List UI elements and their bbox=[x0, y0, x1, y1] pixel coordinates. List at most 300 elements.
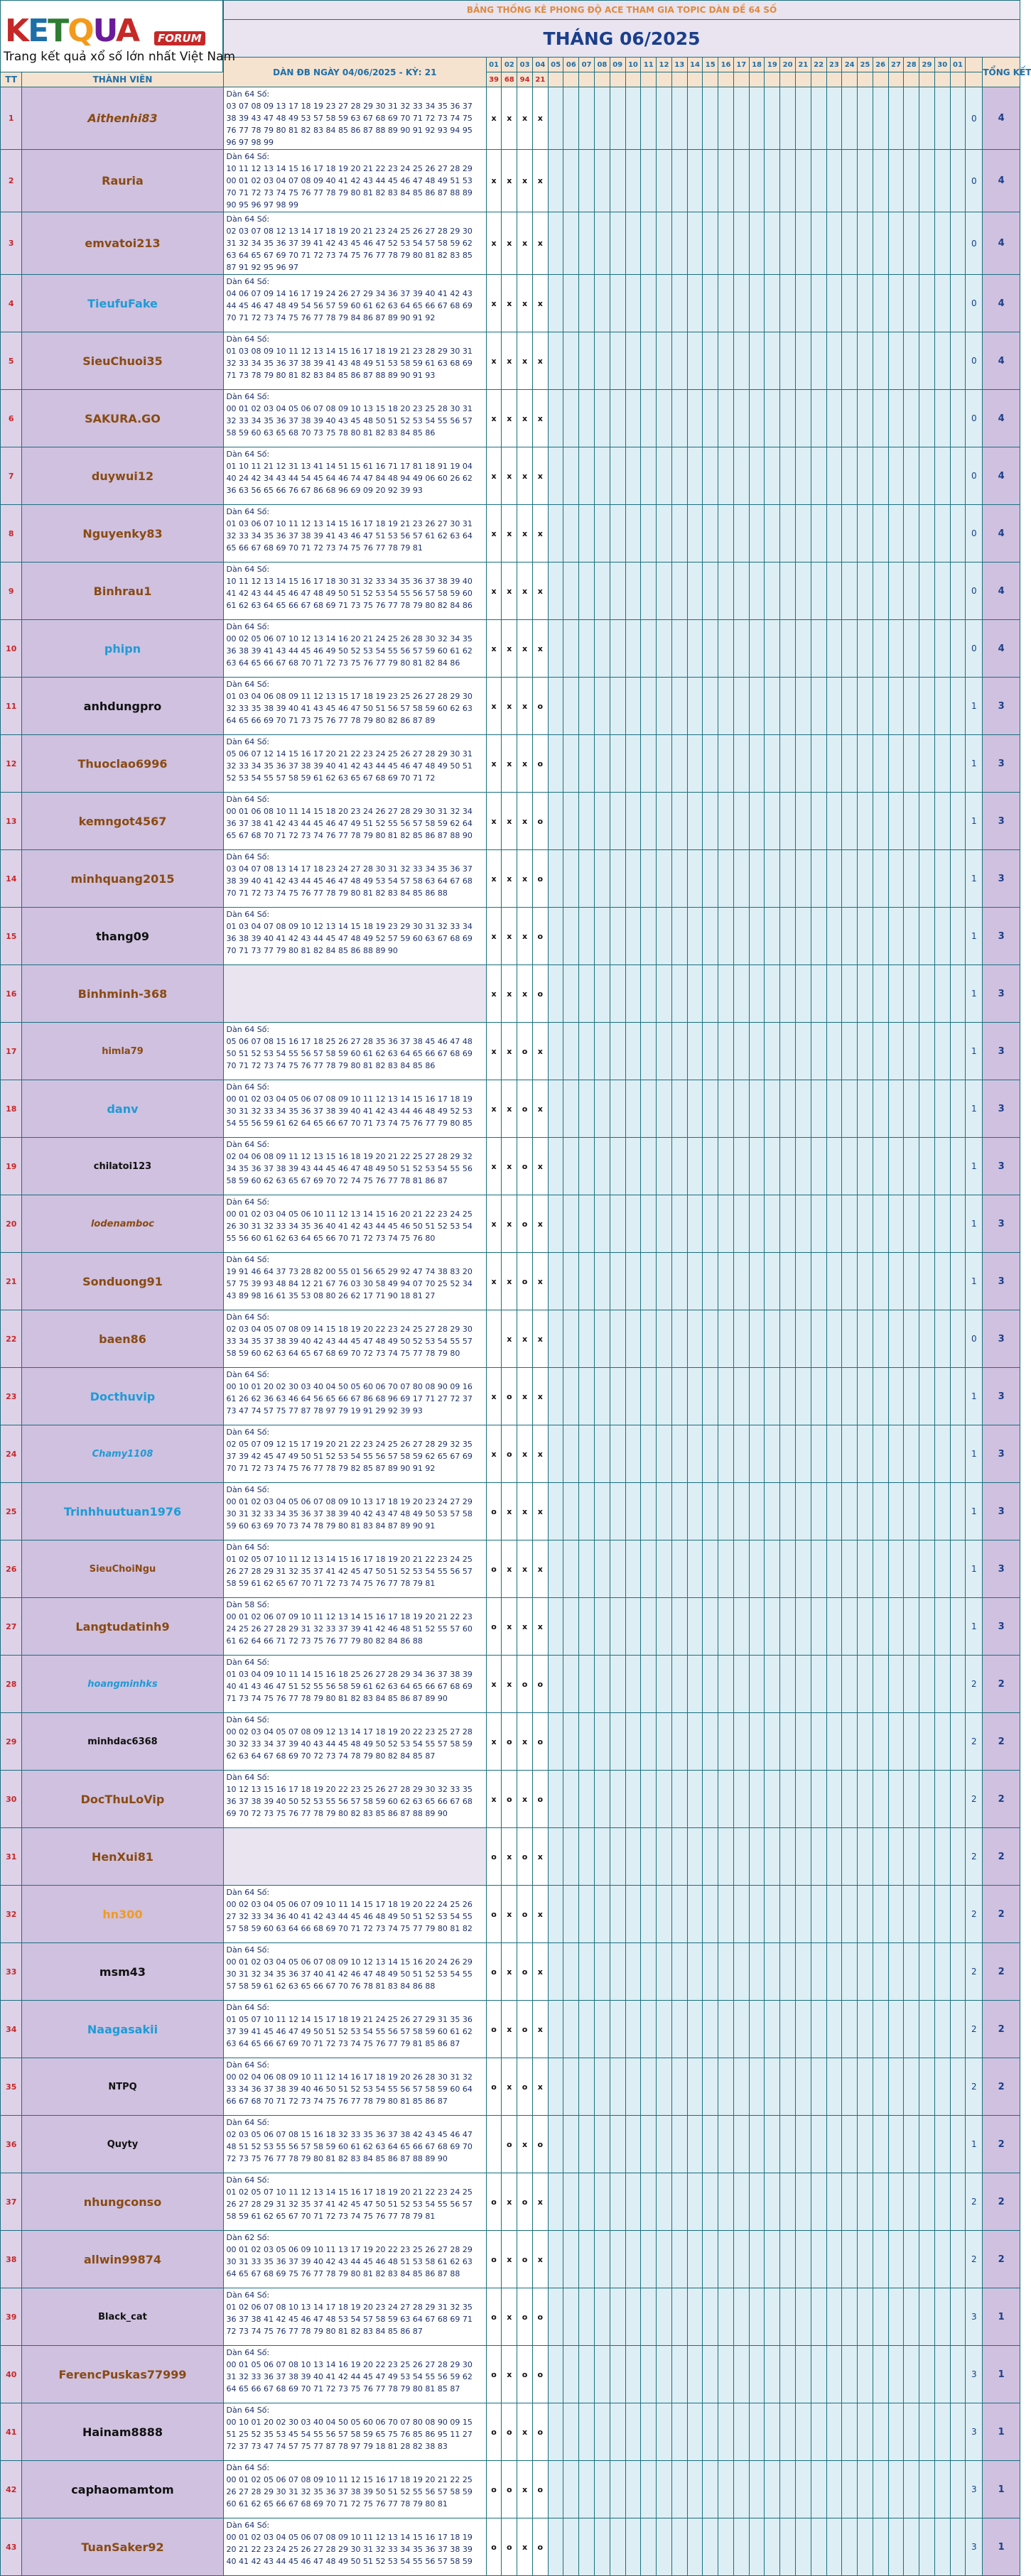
day-empty bbox=[780, 1943, 796, 2001]
day-result: 94 bbox=[517, 72, 533, 87]
number-set bbox=[223, 150, 486, 212]
number-set-label: Dàn 64 Số: bbox=[226, 277, 270, 286]
member-row bbox=[1, 735, 1020, 793]
day-empty bbox=[795, 2001, 811, 2058]
day-mark: o bbox=[532, 1713, 548, 1771]
day-empty bbox=[765, 1713, 780, 1771]
row-number: 36 bbox=[1, 2116, 22, 2173]
day-empty bbox=[657, 850, 672, 908]
number-set-values: 01 05 07 10 11 12 14 15 17 18 19 21 24 25 26 27 29 31 35 36 37 39 41 45 46 47 49 50 51 52 53 54 55 56 57 58 59 60 61 62 63 64 65 66 67 69 70 71 72 73 74 75 76 77 79 81 85 86 87 bbox=[226, 2015, 473, 2048]
day-empty bbox=[873, 793, 888, 850]
number-set-values: 00 01 02 06 07 09 10 11 12 13 14 15 16 17 18 19 20 21 22 23 24 25 26 27 28 29 31 32 33 37 39 41 42 46 48 51 52 55 57 60 61 62 64 66 71 72 73 75 76 77 79 80 82 84 86 88 bbox=[226, 1612, 473, 1646]
member-row bbox=[1, 390, 1020, 447]
number-set-label: Dàn 64 Số: bbox=[226, 680, 270, 689]
day-empty bbox=[657, 505, 672, 563]
number-set-values: 10 12 13 15 16 17 18 19 20 22 23 25 26 27 28 29 30 32 33 35 36 37 38 39 40 50 52 53 55 56 57 58 59 60 62 63 65 66 67 68 69 70 72 73 75 76 77 78 79 80 82 83 85 86 87 88 89 90 bbox=[226, 1785, 473, 1818]
number-set bbox=[223, 1425, 486, 1483]
member-name[interactable]: allwin99874 bbox=[22, 2231, 223, 2288]
day-empty bbox=[610, 447, 625, 505]
number-set-label: Dàn 64 Số: bbox=[226, 214, 270, 224]
member-name[interactable]: SieuChoiNgu bbox=[22, 1540, 223, 1598]
total-score: 1 bbox=[983, 2346, 1020, 2403]
day-empty bbox=[780, 2001, 796, 2058]
day-empty bbox=[595, 2288, 610, 2346]
day-empty bbox=[548, 620, 563, 678]
member-name[interactable]: Thuoclao6996 bbox=[22, 735, 223, 793]
number-set-values: 00 10 01 20 02 30 03 40 04 50 05 60 06 70 07 80 08 90 09 16 61 26 62 36 63 46 64 56 65 66 67 86 68 96 69 17 71 27 72 37 73 47 74 57 75 77 87 78 97 79 19 91 29 92 39 93 bbox=[226, 1382, 473, 1415]
number-set bbox=[223, 1943, 486, 2001]
day-empty bbox=[641, 1310, 657, 1368]
day-empty bbox=[950, 1425, 966, 1483]
day-empty bbox=[657, 1886, 672, 1943]
day-empty bbox=[873, 1886, 888, 1943]
day-empty bbox=[733, 1310, 749, 1368]
day-empty bbox=[795, 2116, 811, 2173]
day-empty bbox=[749, 1425, 765, 1483]
member-name[interactable]: Trinhhuutuan1976 bbox=[22, 1483, 223, 1540]
day-empty bbox=[703, 1771, 718, 1828]
member-name[interactable]: nhungconso bbox=[22, 2173, 223, 2231]
day-empty bbox=[657, 1771, 672, 1828]
day-empty bbox=[904, 1425, 919, 1483]
number-set bbox=[223, 735, 486, 793]
member-name[interactable]: chilatoi123 bbox=[22, 1138, 223, 1195]
number-set-label: Dàn 64 Số: bbox=[226, 2118, 270, 2127]
day-mark: x bbox=[517, 1368, 533, 1425]
hit-count: 3 bbox=[966, 2403, 983, 2461]
day-empty bbox=[919, 2116, 935, 2173]
day-empty bbox=[579, 2058, 595, 2116]
day-empty bbox=[858, 2231, 873, 2288]
member-name[interactable]: Nguyenky83 bbox=[22, 505, 223, 563]
hit-count: 1 bbox=[966, 1195, 983, 1253]
day-mark: x bbox=[517, 150, 533, 212]
day-empty bbox=[749, 2001, 765, 2058]
day-empty bbox=[671, 2001, 687, 2058]
member-row bbox=[1, 1886, 1020, 1943]
day-empty bbox=[563, 1138, 579, 1195]
day-mark: x bbox=[517, 332, 533, 390]
number-set-label: Dàn 64 Số: bbox=[226, 1025, 270, 1034]
day-empty bbox=[718, 1943, 734, 2001]
day-empty bbox=[718, 1598, 734, 1656]
member-name[interactable]: Binhrau1 bbox=[22, 563, 223, 620]
day-mark: x bbox=[486, 1138, 502, 1195]
day-empty bbox=[795, 620, 811, 678]
day-empty bbox=[873, 2518, 888, 2576]
number-set-values: 00 02 04 06 08 09 10 11 12 14 16 17 18 19 20 26 28 30 31 32 33 34 36 37 38 39 40 46 50 51 52 53 54 55 56 57 58 59 60 64 66 67 68 70 71 72 73 74 75 76 77 78 79 80 81 85 86 87 bbox=[226, 2072, 473, 2106]
number-set-values: 00 01 06 08 10 11 14 15 18 20 23 24 26 27 28 29 30 31 32 34 36 37 38 41 42 43 44 45 46 47 49 51 52 55 56 57 58 59 62 64 65 67 68 70 71 72 73 74 76 77 78 79 80 81 82 85 86 87 88 90 bbox=[226, 807, 473, 840]
day-empty bbox=[657, 1540, 672, 1598]
row-number: 27 bbox=[1, 1598, 22, 1656]
day-empty bbox=[749, 150, 765, 212]
day-empty bbox=[950, 1483, 966, 1540]
member-name[interactable]: Naagasakii bbox=[22, 2001, 223, 2058]
day-empty bbox=[826, 1368, 842, 1425]
day-empty bbox=[687, 1138, 703, 1195]
day-empty bbox=[950, 447, 966, 505]
member-name[interactable]: NTPQ bbox=[22, 2058, 223, 2116]
day-mark: o bbox=[517, 1943, 533, 2001]
day-empty bbox=[671, 1771, 687, 1828]
member-name[interactable]: Rauria bbox=[22, 150, 223, 212]
day-mark: x bbox=[486, 793, 502, 850]
day-empty bbox=[950, 2231, 966, 2288]
day-empty bbox=[842, 1023, 858, 1080]
day-mark: x bbox=[486, 87, 502, 150]
day-empty bbox=[563, 793, 579, 850]
day-empty bbox=[733, 1598, 749, 1656]
day-empty bbox=[934, 1828, 950, 1886]
day-mark: x bbox=[532, 1828, 548, 1886]
day-empty bbox=[687, 2173, 703, 2231]
day-empty bbox=[919, 2346, 935, 2403]
day-empty bbox=[919, 1886, 935, 1943]
day-empty bbox=[687, 275, 703, 332]
member-name[interactable]: hn300 bbox=[22, 1886, 223, 1943]
day-empty bbox=[842, 1713, 858, 1771]
row-number: 43 bbox=[1, 2518, 22, 2576]
day-empty bbox=[950, 1368, 966, 1425]
hit-count: 0 bbox=[966, 150, 983, 212]
member-name[interactable]: thang09 bbox=[22, 908, 223, 965]
day-empty bbox=[595, 563, 610, 620]
day-empty bbox=[657, 793, 672, 850]
day-empty bbox=[563, 908, 579, 965]
day-empty bbox=[811, 2518, 826, 2576]
day-header: 11 bbox=[641, 58, 657, 72]
day-empty bbox=[657, 1483, 672, 1540]
day-header: 26 bbox=[873, 58, 888, 72]
day-result bbox=[780, 72, 796, 87]
day-empty bbox=[811, 150, 826, 212]
day-result bbox=[950, 72, 966, 87]
day-mark: x bbox=[486, 1656, 502, 1713]
day-empty bbox=[873, 2288, 888, 2346]
day-mark: o bbox=[502, 2461, 517, 2518]
day-empty bbox=[749, 1943, 765, 2001]
day-empty bbox=[858, 2403, 873, 2461]
day-empty bbox=[579, 965, 595, 1023]
day-empty bbox=[703, 735, 718, 793]
day-empty bbox=[934, 1310, 950, 1368]
number-set-label: Dàn 64 Số: bbox=[226, 1255, 270, 1264]
row-number: 31 bbox=[1, 1828, 22, 1886]
day-empty bbox=[858, 1828, 873, 1886]
day-empty bbox=[595, 620, 610, 678]
logo-cell bbox=[1, 1, 236, 72]
day-mark: x bbox=[532, 2058, 548, 2116]
day-empty bbox=[579, 678, 595, 735]
member-name[interactable]: msm43 bbox=[22, 1943, 223, 2001]
day-result bbox=[904, 72, 919, 87]
day-empty bbox=[641, 332, 657, 390]
day-empty bbox=[904, 1771, 919, 1828]
day-empty bbox=[579, 1886, 595, 1943]
day-empty bbox=[858, 390, 873, 447]
number-set-label: Dàn 58 Số: bbox=[226, 1600, 270, 1609]
day-empty bbox=[795, 87, 811, 150]
day-empty bbox=[641, 505, 657, 563]
day-empty bbox=[703, 1425, 718, 1483]
count-result bbox=[966, 72, 983, 87]
day-mark: x bbox=[502, 850, 517, 908]
day-empty bbox=[811, 1656, 826, 1713]
member-name[interactable]: TieufuFake bbox=[22, 275, 223, 332]
member-name[interactable]: duywui12 bbox=[22, 447, 223, 505]
day-empty bbox=[610, 1713, 625, 1771]
day-empty bbox=[657, 2231, 672, 2288]
member-name[interactable]: HenXui81 bbox=[22, 1828, 223, 1886]
row-number: 15 bbox=[1, 908, 22, 965]
day-mark: x bbox=[502, 1598, 517, 1656]
day-empty bbox=[548, 1598, 563, 1656]
day-empty bbox=[610, 150, 625, 212]
day-empty bbox=[548, 908, 563, 965]
number-set-values: 01 03 06 07 10 11 12 13 14 15 16 17 18 19 21 23 26 27 30 31 32 33 34 35 36 37 38 39 41 43 46 47 51 53 56 57 61 62 63 64 65 66 67 68 69 70 71 72 73 74 75 76 77 78 79 81 bbox=[226, 519, 473, 553]
day-empty bbox=[548, 735, 563, 793]
number-set-label: Dàn 64 Số: bbox=[226, 2521, 270, 2530]
number-set bbox=[223, 505, 486, 563]
member-name[interactable]: Sonduong91 bbox=[22, 1253, 223, 1310]
day-empty bbox=[950, 1195, 966, 1253]
day-empty bbox=[703, 150, 718, 212]
number-set-label: Dàn 64 Số: bbox=[226, 565, 270, 574]
day-mark: x bbox=[502, 1886, 517, 1943]
number-set-values: 00 02 03 04 05 06 07 09 10 11 14 15 17 18 19 20 22 24 25 26 27 32 33 34 36 40 41 42 43 44 45 46 48 49 50 51 52 53 54 55 57 58 59 60 63 64 66 68 69 70 71 72 73 74 75 77 79 80 81 82 bbox=[226, 1900, 473, 1933]
day-empty bbox=[780, 505, 796, 563]
day-empty bbox=[641, 620, 657, 678]
day-empty bbox=[733, 2461, 749, 2518]
day-empty bbox=[610, 620, 625, 678]
day-empty bbox=[671, 87, 687, 150]
day-empty bbox=[671, 2403, 687, 2461]
day-empty bbox=[733, 1253, 749, 1310]
day-empty bbox=[749, 2346, 765, 2403]
member-name[interactable]: lodenamboc bbox=[22, 1195, 223, 1253]
day-empty bbox=[671, 1656, 687, 1713]
day-empty bbox=[811, 1253, 826, 1310]
day-mark: o bbox=[486, 2518, 502, 2576]
day-empty bbox=[780, 2288, 796, 2346]
day-empty bbox=[595, 850, 610, 908]
member-name[interactable]: danv bbox=[22, 1080, 223, 1138]
day-empty bbox=[826, 850, 842, 908]
day-empty bbox=[671, 2231, 687, 2288]
day-empty bbox=[687, 793, 703, 850]
day-empty bbox=[671, 2518, 687, 2576]
member-name[interactable]: anhdungpro bbox=[22, 678, 223, 735]
day-empty bbox=[610, 965, 625, 1023]
day-mark: x bbox=[502, 150, 517, 212]
day-empty bbox=[858, 678, 873, 735]
day-empty bbox=[671, 1080, 687, 1138]
day-empty bbox=[548, 1656, 563, 1713]
day-result: 39 bbox=[486, 72, 502, 87]
member-name[interactable]: caphaomamtom bbox=[22, 2461, 223, 2518]
day-empty bbox=[625, 620, 641, 678]
day-empty bbox=[703, 563, 718, 620]
day-empty bbox=[610, 793, 625, 850]
member-name[interactable]: Aithenhi83 bbox=[22, 87, 223, 150]
day-empty bbox=[625, 1598, 641, 1656]
day-mark: o bbox=[517, 2173, 533, 2231]
day-result bbox=[610, 72, 625, 87]
member-name[interactable]: SieuChuoi35 bbox=[22, 332, 223, 390]
day-empty bbox=[765, 620, 780, 678]
day-empty bbox=[733, 2116, 749, 2173]
day-empty bbox=[610, 1656, 625, 1713]
member-name[interactable]: himla79 bbox=[22, 1023, 223, 1080]
member-name[interactable]: phipn bbox=[22, 620, 223, 678]
member-name[interactable]: minhdac6368 bbox=[22, 1713, 223, 1771]
number-set-label: Dàn 64 Số: bbox=[226, 1945, 270, 1955]
day-empty bbox=[749, 275, 765, 332]
day-empty bbox=[934, 1425, 950, 1483]
member-name[interactable]: FerencPuskas77999 bbox=[22, 2346, 223, 2403]
day-empty bbox=[842, 1195, 858, 1253]
day-empty bbox=[811, 1828, 826, 1886]
member-name[interactable]: Docthuvip bbox=[22, 1368, 223, 1425]
day-empty bbox=[625, 1023, 641, 1080]
day-empty bbox=[904, 447, 919, 505]
member-name[interactable]: Quyty bbox=[22, 2116, 223, 2173]
day-empty bbox=[687, 1713, 703, 1771]
day-empty bbox=[904, 2461, 919, 2518]
hit-count: 1 bbox=[966, 1598, 983, 1656]
day-empty bbox=[873, 447, 888, 505]
day-empty bbox=[687, 2116, 703, 2173]
total-score: 3 bbox=[983, 1425, 1020, 1483]
number-set bbox=[223, 447, 486, 505]
day-mark: o bbox=[486, 2288, 502, 2346]
member-name[interactable]: hoangminhks bbox=[22, 1656, 223, 1713]
member-row bbox=[1, 620, 1020, 678]
total-score: 3 bbox=[983, 850, 1020, 908]
day-empty bbox=[703, 908, 718, 965]
member-name[interactable]: Langtudatinh9 bbox=[22, 1598, 223, 1656]
day-empty bbox=[595, 447, 610, 505]
day-empty bbox=[733, 275, 749, 332]
total-score: 2 bbox=[983, 1656, 1020, 1713]
day-empty bbox=[842, 2288, 858, 2346]
day-mark: x bbox=[532, 2231, 548, 2288]
hit-count: 1 bbox=[966, 1368, 983, 1425]
member-name[interactable]: SAKURA.GO bbox=[22, 390, 223, 447]
member-name[interactable]: Binhminh-368 bbox=[22, 965, 223, 1023]
day-mark: x bbox=[532, 563, 548, 620]
day-mark: o bbox=[517, 2346, 533, 2403]
day-empty bbox=[780, 1023, 796, 1080]
row-number: 35 bbox=[1, 2058, 22, 2116]
day-empty bbox=[765, 908, 780, 965]
member-name[interactable]: Hainam8888 bbox=[22, 2403, 223, 2461]
day-empty bbox=[703, 87, 718, 150]
member-name[interactable]: TuanSaker92 bbox=[22, 2518, 223, 2576]
member-row bbox=[1, 2346, 1020, 2403]
day-empty bbox=[780, 2231, 796, 2288]
day-empty bbox=[950, 965, 966, 1023]
day-empty bbox=[610, 1310, 625, 1368]
day-empty bbox=[749, 505, 765, 563]
day-empty bbox=[826, 1828, 842, 1886]
day-result bbox=[826, 72, 842, 87]
day-empty bbox=[765, 212, 780, 275]
day-empty bbox=[934, 1598, 950, 1656]
number-set-values: 01 10 11 21 12 31 13 41 14 51 15 61 16 71 17 81 18 91 19 04 40 24 42 34 43 44 54 45 64 46 74 47 84 48 94 49 06 60 26 62 36 63 56 65 66 76 67 86 68 96 69 09 20 92 39 93 bbox=[226, 462, 473, 495]
day-empty bbox=[733, 1080, 749, 1138]
day-empty bbox=[950, 620, 966, 678]
member-name[interactable]: Black_cat bbox=[22, 2288, 223, 2346]
day-mark: x bbox=[517, 275, 533, 332]
member-name[interactable]: kemngot4567 bbox=[22, 793, 223, 850]
day-mark: o bbox=[532, 2518, 548, 2576]
day-result bbox=[579, 72, 595, 87]
day-empty bbox=[563, 2001, 579, 2058]
member-name[interactable]: baen86 bbox=[22, 1310, 223, 1368]
day-empty bbox=[579, 212, 595, 275]
day-empty bbox=[950, 793, 966, 850]
day-mark: x bbox=[532, 447, 548, 505]
day-empty bbox=[919, 908, 935, 965]
number-set bbox=[223, 1771, 486, 1828]
day-empty bbox=[888, 908, 904, 965]
member-row bbox=[1, 1138, 1020, 1195]
day-empty bbox=[888, 447, 904, 505]
day-empty bbox=[563, 1656, 579, 1713]
day-empty bbox=[610, 1195, 625, 1253]
day-mark: x bbox=[532, 2001, 548, 2058]
day-empty bbox=[765, 2403, 780, 2461]
day-empty bbox=[873, 1771, 888, 1828]
day-empty bbox=[826, 332, 842, 390]
day-header: 13 bbox=[671, 58, 687, 72]
number-set-values: 00 01 02 03 04 05 06 07 08 09 10 11 12 13 14 15 16 17 18 19 20 21 22 23 24 25 26 27 28 29 30 31 32 33 34 35 36 37 38 39 40 41 42 43 44 45 46 47 48 49 50 51 52 53 54 55 56 57 58 59 bbox=[226, 2533, 473, 2566]
day-empty bbox=[563, 390, 579, 447]
member-name[interactable]: DocThuLoVip bbox=[22, 1771, 223, 1828]
day-empty bbox=[703, 390, 718, 447]
day-empty bbox=[749, 2461, 765, 2518]
day-mark: x bbox=[486, 332, 502, 390]
day-empty bbox=[718, 275, 734, 332]
day-empty bbox=[795, 1253, 811, 1310]
number-set-label: Dàn 64 Số: bbox=[226, 2290, 270, 2300]
day-empty bbox=[595, 1540, 610, 1598]
site-logo[interactable] bbox=[1, 9, 236, 64]
member-name[interactable]: minhquang2015 bbox=[22, 850, 223, 908]
day-empty bbox=[826, 2518, 842, 2576]
total-score: 2 bbox=[983, 1771, 1020, 1828]
day-empty bbox=[687, 1656, 703, 1713]
number-set-values: 05 06 07 08 15 16 17 18 25 26 27 28 35 36 37 38 45 46 47 48 50 51 52 53 54 55 56 57 58 59 60 61 62 63 64 65 66 67 68 69 70 71 72 73 74 75 76 77 78 79 80 81 82 83 84 85 86 bbox=[226, 1037, 473, 1070]
member-name[interactable]: Chamy1108 bbox=[22, 1425, 223, 1483]
day-empty bbox=[548, 212, 563, 275]
day-empty bbox=[934, 150, 950, 212]
day-empty bbox=[595, 1080, 610, 1138]
day-empty bbox=[749, 1771, 765, 1828]
member-row bbox=[1, 275, 1020, 332]
day-empty bbox=[888, 2461, 904, 2518]
day-empty bbox=[888, 1310, 904, 1368]
day-empty bbox=[641, 2058, 657, 2116]
member-name[interactable]: emvatoi213 bbox=[22, 212, 223, 275]
day-empty bbox=[733, 2403, 749, 2461]
day-empty bbox=[749, 678, 765, 735]
day-empty bbox=[579, 2346, 595, 2403]
day-empty bbox=[811, 2116, 826, 2173]
day-empty bbox=[919, 1483, 935, 1540]
day-empty bbox=[749, 1080, 765, 1138]
